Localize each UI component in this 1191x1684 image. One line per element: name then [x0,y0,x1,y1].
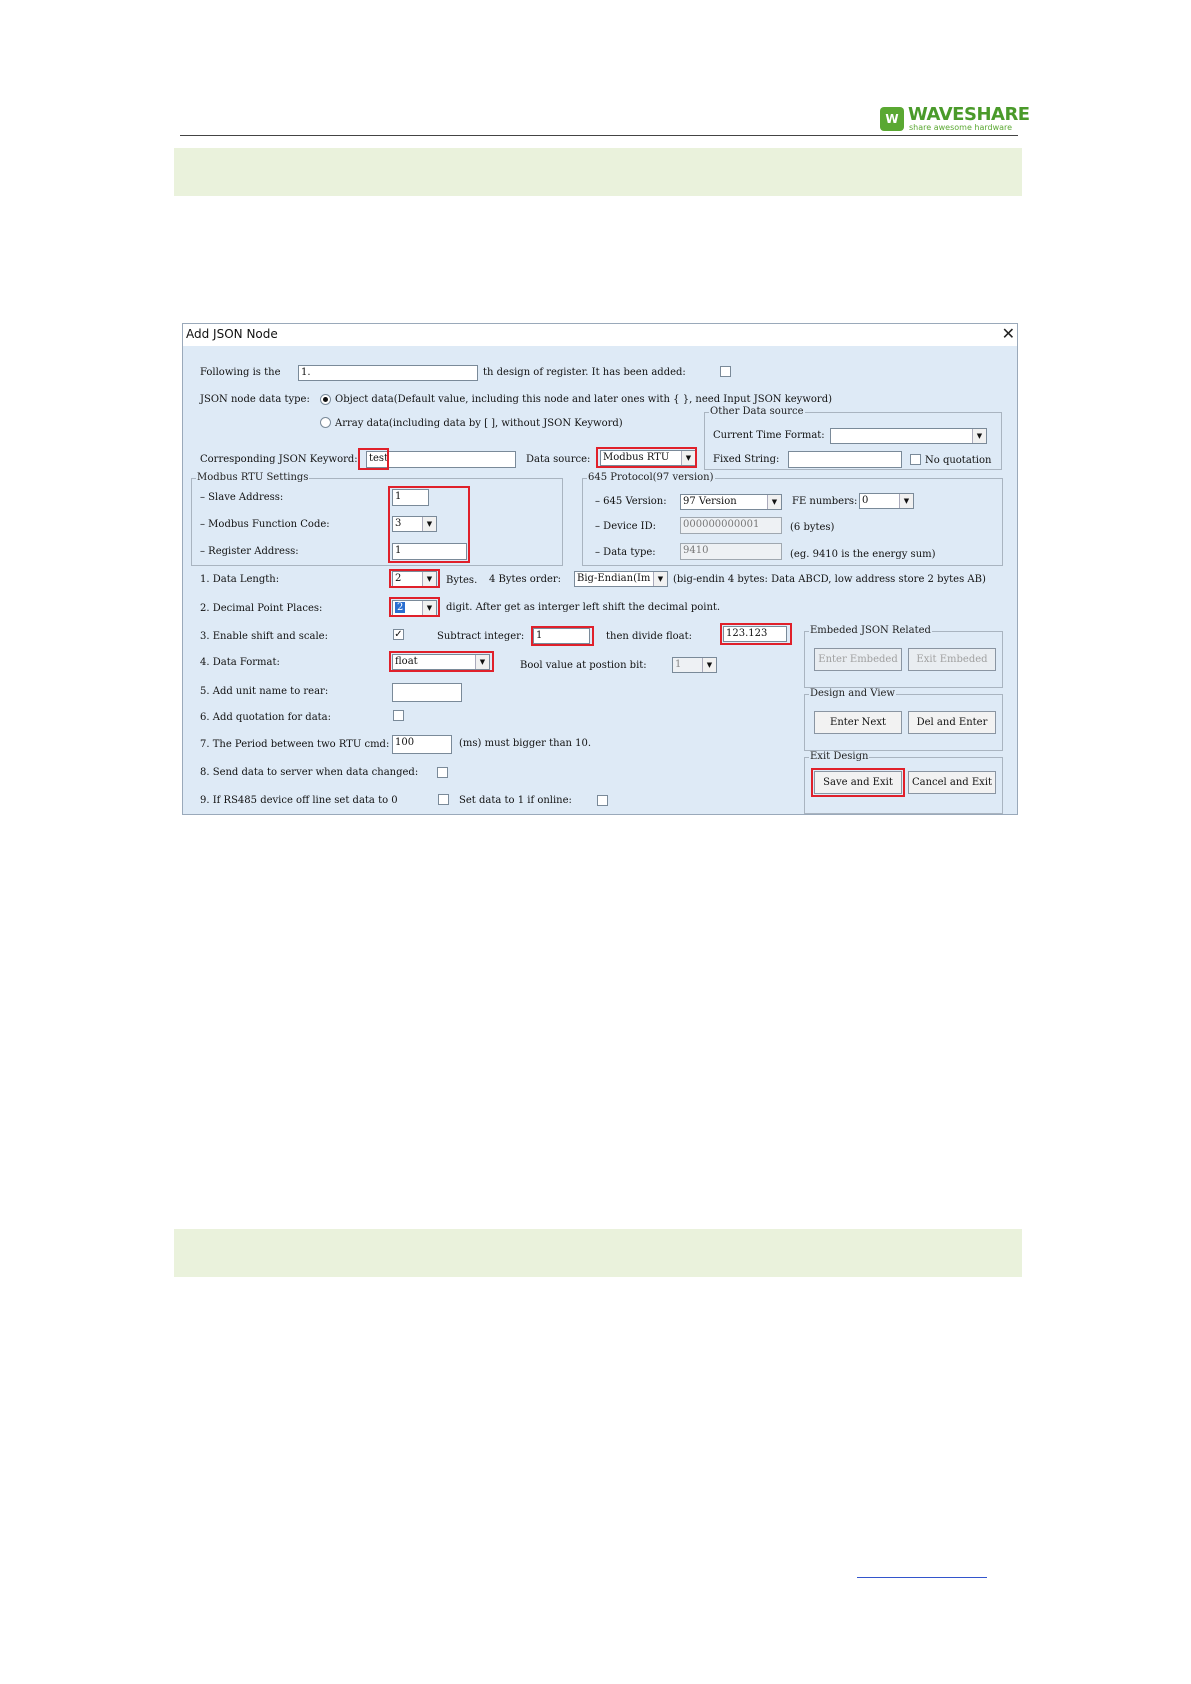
send-on-change-label: 8. Send data to server when data changed: [200,767,419,778]
chevron-down-icon: ▼ [767,495,781,509]
time-format-select[interactable] [830,428,987,444]
header-rule [180,135,1018,136]
radio-selected-dot [323,397,328,402]
subtract-integer-field[interactable]: 1 [533,628,590,644]
object-data-label: Object data(Default value, including this node and later ones with { }, need Input JSON keyword) [335,394,832,405]
cancel-and-exit-button[interactable]: Cancel and Exit [908,771,996,794]
json-keyword-label: Corresponding JSON Keyword: [200,454,358,465]
quotation-checkbox[interactable] [393,710,404,721]
enter-embedded-button[interactable]: Enter Embeded [814,648,902,671]
bool-bit-label: Bool value at postion bit: [520,660,647,671]
fe-numbers-select[interactable] [859,493,914,509]
object-data-radio[interactable] [320,394,331,405]
section-band-top [174,148,1022,196]
data-length-value: 2 [395,573,402,584]
645-version-label: – 645 Version: [595,496,667,507]
unit-name-field[interactable] [392,683,462,702]
fixed-string-label: Fixed String: [713,454,780,465]
period-field[interactable]: 100 [392,735,452,754]
period-note: (ms) must bigger than 10. [459,738,592,749]
del-and-enter-button[interactable]: Del and Enter [908,711,996,734]
data-type-645-field[interactable]: 9410 [680,543,782,560]
device-id-field[interactable]: 000000000001 [680,517,782,534]
function-code-select[interactable] [392,516,437,532]
645-version-select[interactable] [680,494,782,510]
dialog-title: Add JSON Node [186,327,278,341]
register-added-checkbox[interactable] [720,366,731,377]
data-format-value: float [395,656,418,667]
slave-address-field[interactable]: 1 [392,489,429,506]
chevron-down-icon: ▼ [475,655,489,669]
dialog-titlebar [183,324,1017,346]
data-format-label: 4. Data Format: [200,657,280,668]
divide-float-field[interactable]: 123.123 [723,626,787,642]
logo-tagline: share awesome hardware [909,123,1013,132]
array-data-radio[interactable] [320,417,331,428]
bool-bit-value: 1 [675,659,682,670]
byte-order-label: 4 Bytes order: [489,574,562,585]
data-source-label: Data source: [526,454,591,465]
device-id-label: – Device ID: [595,521,656,532]
divide-float-label: then divide float: [606,631,692,642]
json-keyword-field[interactable]: test [366,451,516,468]
logo-name: WAVESHARE [908,104,1030,125]
chevron-down-icon: ▼ [972,429,986,443]
fixed-string-field[interactable] [788,451,902,468]
function-code-label: – Modbus Function Code: [200,519,330,530]
no-quotation-checkbox[interactable] [910,454,921,465]
decimal-places-note: digit. After get as interger left shift the decimal point. [446,602,721,613]
data-length-label: 1. Data Length: [200,574,280,585]
data-length-bytes: Bytes. [446,575,478,586]
embedded-json-title: Embeded JSON Related [810,625,931,636]
period-label: 7. The Period between two RTU cmd: [200,739,390,750]
data-source-select[interactable] [600,450,696,466]
online-one-checkbox[interactable] [597,795,608,806]
chevron-down-icon: ▼ [702,658,716,672]
645-version-value: 97 Version [683,496,737,507]
close-icon[interactable]: ✕ [1001,324,1015,343]
enter-next-button[interactable]: Enter Next [814,711,902,734]
no-quotation-label: No quotation [925,455,992,466]
byte-order-value: Big-Endian(Im [577,573,651,584]
subtract-integer-label: Subtract integer: [437,631,525,642]
data-type-label: JSON node data type: [200,394,310,405]
time-format-label: Current Time Format: [713,430,825,441]
chevron-down-icon: ▼ [899,494,913,508]
chevron-down-icon: ▼ [422,601,436,615]
bool-bit-select[interactable] [672,657,717,673]
shift-scale-label: 3. Enable shift and scale: [200,631,328,642]
decimal-places-value: 2 [397,602,404,613]
byte-order-select[interactable] [574,571,668,587]
decimal-places-select[interactable] [392,600,437,616]
register-number-field[interactable]: 1. [298,365,478,381]
register-label-post: th design of register. It has been added: [483,367,686,378]
footer-link[interactable] [857,1577,987,1578]
function-code-value: 3 [395,518,402,529]
data-source-value: Modbus RTU [603,452,670,463]
add-json-node-dialog [182,323,1018,815]
exit-embedded-button[interactable]: Exit Embeded [908,648,996,671]
register-address-field[interactable]: 1 [392,543,467,560]
device-id-note: (6 bytes) [790,522,835,533]
waveshare-logo [880,104,1030,134]
byte-order-note: (big-endin 4 bytes: Data ABCD, low address store 2 bytes AB) [673,574,986,585]
offline-zero-checkbox[interactable] [438,794,449,805]
design-view-title: Design and View [810,688,895,699]
other-data-source-title: Other Data source [710,406,804,417]
waveshare-logo-icon: W [880,107,904,131]
decimal-places-label: 2. Decimal Point Places: [200,603,323,614]
data-type-645-label: – Data type: [595,547,656,558]
fe-numbers-label: FE numbers: [792,496,858,507]
register-address-label: – Register Address: [200,546,299,557]
section-band-bottom [174,1229,1022,1277]
array-data-label: Array data(including data by [ ], without JSON Keyword) [335,418,623,429]
data-type-645-note: (eg. 9410 is the energy sum) [790,549,936,560]
online-one-label: Set data to 1 if online: [459,795,572,806]
chevron-down-icon: ▼ [681,451,695,465]
offline-zero-label: 9. If RS485 device off line set data to 0 [200,795,398,806]
unit-name-label: 5. Add unit name to rear: [200,686,329,697]
quotation-label: 6. Add quotation for data: [200,712,332,723]
fe-numbers-value: 0 [862,495,869,506]
protocol-645-title: 645 Protocol(97 version) [588,472,714,483]
save-and-exit-button[interactable]: Save and Exit [814,771,902,794]
chevron-down-icon: ▼ [422,572,436,586]
send-on-change-checkbox[interactable] [437,767,448,778]
modbus-rtu-title: Modbus RTU Settings [197,472,309,483]
chevron-down-icon: ▼ [653,572,667,586]
exit-design-title: Exit Design [810,751,869,762]
shift-scale-checkbox[interactable]: ✓ [394,629,403,640]
slave-address-label: – Slave Address: [200,492,284,503]
register-label-pre: Following is the [200,367,281,378]
data-format-select[interactable] [392,654,490,670]
chevron-down-icon: ▼ [422,517,436,531]
data-length-select[interactable] [392,571,437,587]
